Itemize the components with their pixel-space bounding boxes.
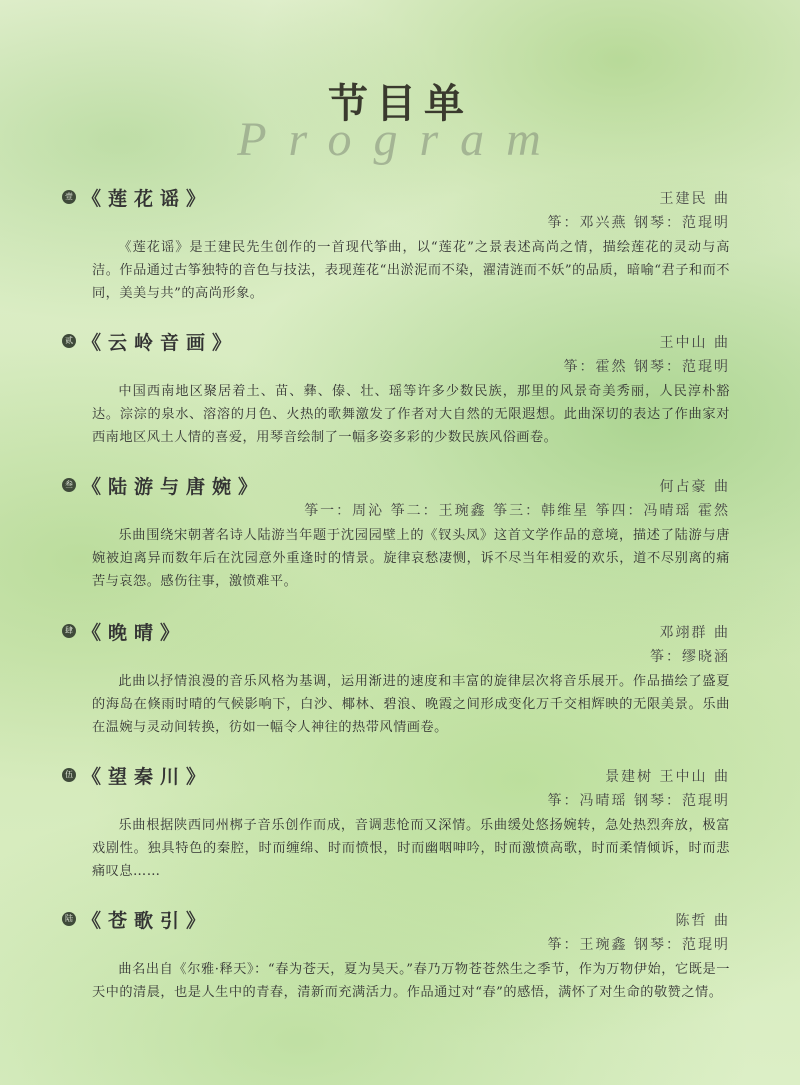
piece-description: 曲名出自《尔雅·释天》：“春为苍天，夏为昊天。”春乃万物苍苍然生之季节，作为万物伊始，它既是一天中的清晨，也是人生中的青春，清新而充满活力。作品通过对“春”的感悟，满怀了对生命的敬赞之情。 (92, 962, 730, 1000)
piece-composer: 王中山 曲 (659, 335, 730, 351)
item-number-badge: 陆 (62, 912, 76, 926)
piece-composer: 景建树 王中山 曲 (605, 769, 730, 785)
item-number-badge: 伍 (62, 768, 76, 782)
piece-composer: 王建民 曲 (659, 191, 730, 207)
piece-description: 中国西南地区聚居着土、苗、彝、傣、壮、瑶等许多少数民族，那里的风景奇美秀丽，人民淳朴豁达。淙淙的泉水、溶溶的月色、火热的歌舞激发了作者对大自然的无限遐想。此曲深切的表达了作曲家对西南地区风土人情的喜爱，用琴音绘制了一幅多姿多彩的少数民族风俗画卷。 (92, 384, 730, 445)
piece-performers: 筝：缪晓涵 (650, 649, 730, 665)
piece-description: 此曲以抒情浪漫的音乐风格为基调，运用渐进的速度和丰富的旋律层次将音乐展开。作品描绘了盛夏的海岛在倏雨时晴的气候影响下，白沙、椰林、碧浪、晚霞之间形成变化万千交相辉映的无限美景。乐曲在温婉与灵动间转换，彷如一幅令人神往的热带风情画卷。 (92, 674, 730, 735)
piece-description: 《莲花谣》是王建民先生创作的一首现代筝曲，以“莲花”之景表述高尚之情，描绘莲花的灵动与高洁。作品通过古筝独特的音色与技法，表现莲花“出淤泥而不染，濯清涟而不妖”的品质，暗喻“君子和而不同，美美与共”的高尚形象。 (92, 240, 730, 301)
piece-composer: 何占豪 曲 (659, 479, 730, 495)
piece-title: 《望秦川》 (82, 766, 213, 788)
piece-title: 《云岭音画》 (82, 332, 239, 354)
piece-performers: 筝：霍然 钢琴：范琨明 (563, 359, 730, 375)
item-number-badge: 肆 (62, 624, 76, 638)
piece-title: 《晚晴》 (82, 622, 187, 644)
item-number-badge: 贰 (62, 334, 76, 348)
piece-composer: 邓翊群 曲 (659, 625, 730, 641)
piece-description: 乐曲根据陕西同州梆子音乐创作而成，音调悲怆而又深情。乐曲缓处悠扬婉转，急处热烈奔放，极富戏剧性。独具特色的秦腔，时而缠绵、时而愤恨，时而幽咽呻吟，时而激愤高歌，时而柔情倾诉，时而悲痛叹息…… (92, 818, 730, 879)
piece-title: 《陆游与唐婉》 (82, 476, 265, 498)
item-number-badge: 叁 (62, 478, 76, 492)
piece-performers: 筝：邓兴燕 钢琴：范琨明 (547, 215, 730, 231)
page-subtitle: Program (237, 113, 563, 166)
piece-composer: 陈哲 曲 (675, 913, 730, 929)
piece-title: 《苍歌引》 (82, 910, 213, 932)
item-number-badge: 壹 (62, 190, 76, 204)
page-title: 节目单 (328, 80, 472, 127)
piece-performers: 筝一：周沁 筝二：王琬鑫 筝三：韩维星 筝四：冯晴瑶 霍然 (304, 503, 730, 519)
piece-description: 乐曲围绕宋朝著名诗人陆游当年题于沈园园壁上的《钗头凤》这首文学作品的意境，描述了陆游与唐婉被迫离异而数年后在沈园意外重逢时的情景。旋律哀愁凄恻，诉不尽当年相爱的欢乐，道不尽别离的痛苦与哀怨。感伤往事，激愤难平。 (92, 528, 730, 589)
piece-performers: 筝：冯晴瑶 钢琴：范琨明 (547, 793, 730, 809)
piece-title: 《莲花谣》 (82, 188, 213, 210)
piece-performers: 筝：王琬鑫 钢琴：范琨明 (547, 937, 730, 953)
